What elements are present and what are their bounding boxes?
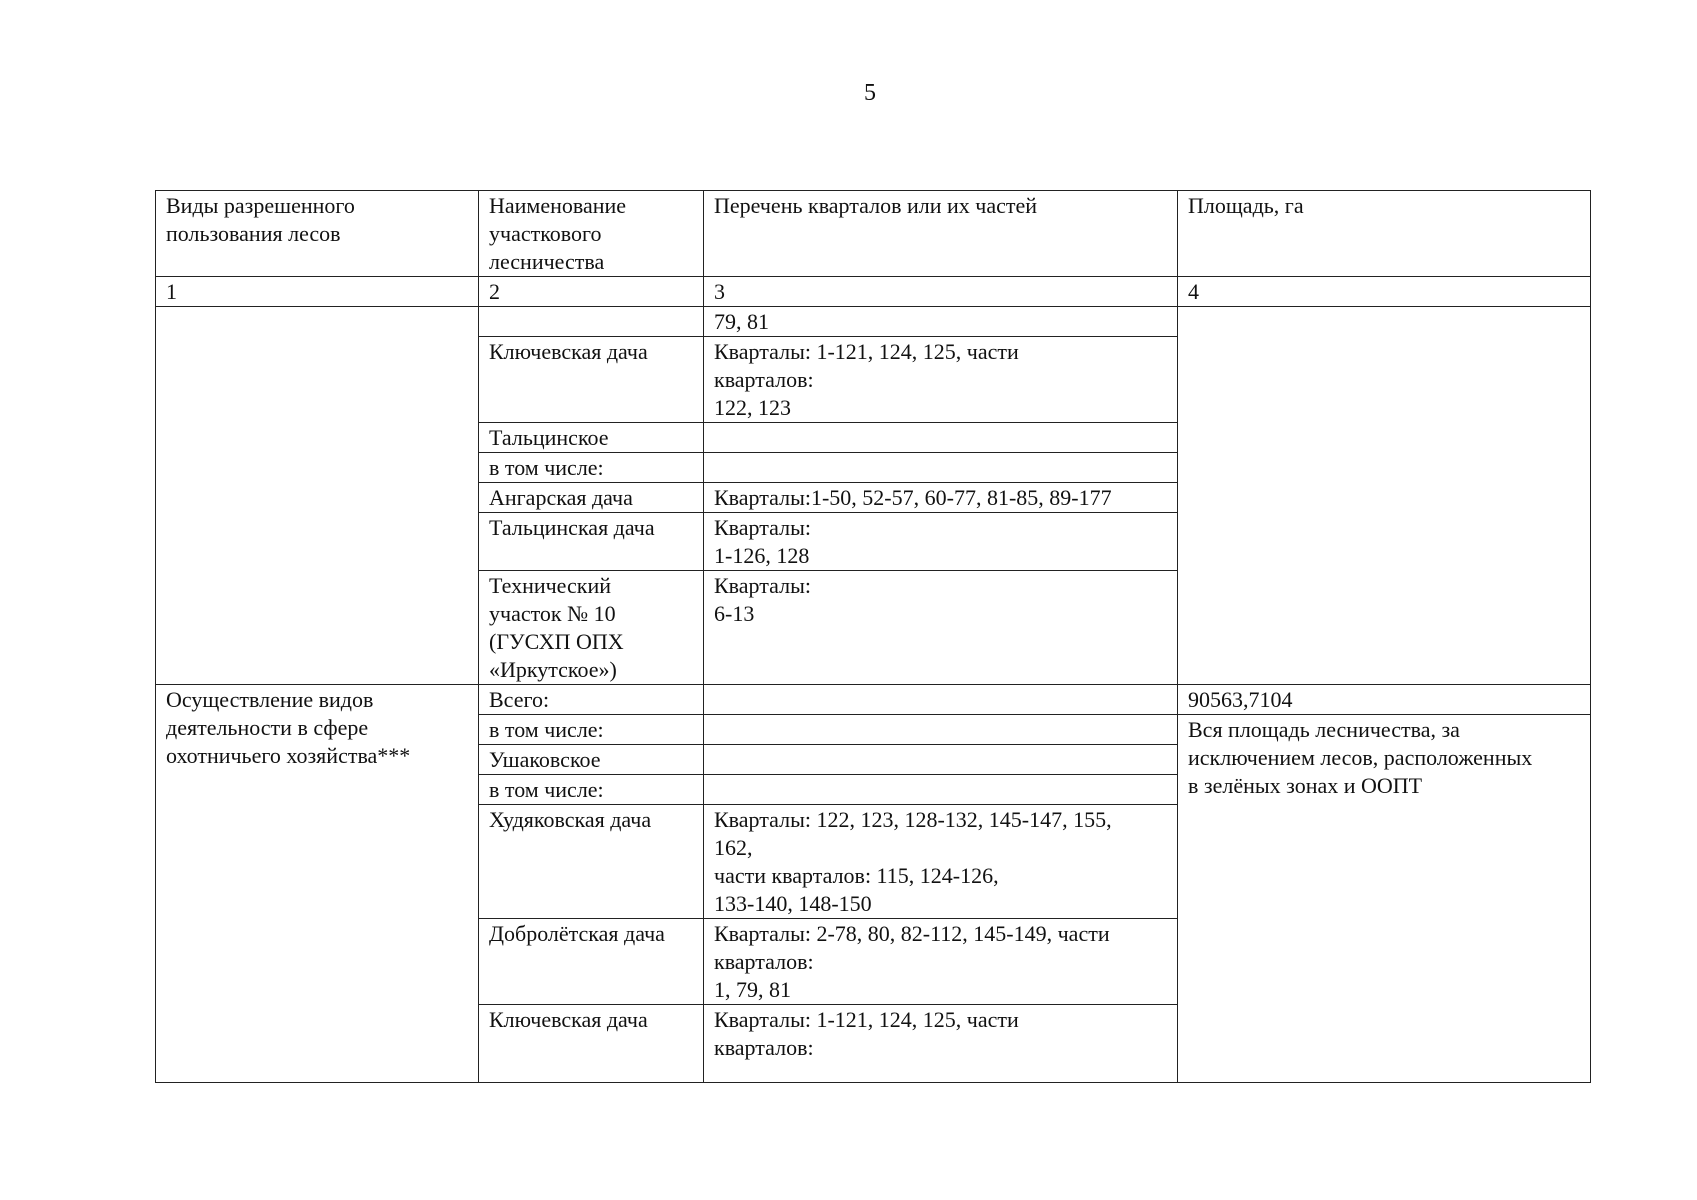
- quarters-cell: [704, 423, 1178, 453]
- forestry-name-cell: в том числе:: [479, 715, 704, 745]
- table-row: [156, 685, 1591, 715]
- header-cell-forestry-name: [479, 191, 704, 277]
- header-cell-area: [1178, 191, 1591, 277]
- quarters-cell: Кварталы: 2-78, 80, 82-112, 145-149, части кварталов: 1, 79, 81: [704, 919, 1178, 1005]
- area-cell-continued: [1178, 307, 1591, 685]
- forestry-name-cell: Всего:: [479, 685, 704, 715]
- forestry-name-cell: [479, 307, 704, 337]
- column-number: 1: [156, 277, 479, 307]
- header-cell-quarters-list: [704, 191, 1178, 277]
- header-label: Наименование участкового лесничества: [489, 193, 627, 274]
- page-number: 5: [864, 80, 876, 106]
- quarters-cell: 79, 81: [704, 307, 1178, 337]
- quarters-cell: [704, 715, 1178, 745]
- forestry-name-cell: Технический участок № 10 (ГУСХП ОПХ «Иркутское»): [479, 571, 704, 685]
- table-row: [156, 307, 1591, 337]
- header-label: Виды разрешенного пользования лесов: [166, 193, 355, 246]
- forestry-name-cell: Худяковская дача: [479, 805, 704, 919]
- header-label: Перечень кварталов или их частей: [714, 193, 1038, 218]
- quarters-cell: Кварталы: 1-121, 124, 125, части кварталов:: [704, 1005, 1178, 1083]
- quarters-cell: [704, 453, 1178, 483]
- forestry-name-cell: в том числе:: [479, 775, 704, 805]
- column-number: 4: [1178, 277, 1591, 307]
- column-number-row: [156, 277, 1591, 307]
- quarters-cell: [704, 775, 1178, 805]
- quarters-cell: Кварталы:1-50, 52-57, 60-77, 81-85, 89-177: [704, 483, 1178, 513]
- forestry-name-cell: Ушаковское: [479, 745, 704, 775]
- forestry-name-cell: Добролётская дача: [479, 919, 704, 1005]
- quarters-cell: Кварталы: 1-126, 128: [704, 513, 1178, 571]
- quarters-cell: Кварталы: 122, 123, 128-132, 145-147, 155, 162, части кварталов: 115, 124-126, 133-140, 148-150: [704, 805, 1178, 919]
- column-number: 3: [704, 277, 1178, 307]
- area-note-cell: Вся площадь лесничества, за исключением лесов, расположенных в зелёных зонах и ООПТ: [1178, 715, 1591, 1083]
- quarters-cell: Кварталы: 1-121, 124, 125, части кварталов: 122, 123: [704, 337, 1178, 423]
- table-header-row: [156, 191, 1591, 277]
- use-type-cell-continued: [156, 307, 479, 685]
- forestry-name-cell: Тальцинская дача: [479, 513, 704, 571]
- column-number: 2: [479, 277, 704, 307]
- forestry-name-cell: в том числе:: [479, 453, 704, 483]
- use-type-cell-hunting: Осуществление видов деятельности в сфере охотничьего хозяйства***: [156, 685, 479, 1083]
- forestry-name-cell: Ангарская дача: [479, 483, 704, 513]
- header-label: Площадь, га: [1188, 193, 1304, 218]
- total-area-cell: 90563,7104: [1178, 685, 1591, 715]
- forest-use-table: [155, 190, 1591, 1083]
- forestry-name-cell: Тальцинское: [479, 423, 704, 453]
- quarters-cell: [704, 685, 1178, 715]
- forestry-name-cell: Ключевская дача: [479, 1005, 704, 1083]
- forestry-name-cell: Ключевская дача: [479, 337, 704, 423]
- quarters-cell: Кварталы: 6-13: [704, 571, 1178, 685]
- quarters-cell: [704, 745, 1178, 775]
- header-cell-use-types: [156, 191, 479, 277]
